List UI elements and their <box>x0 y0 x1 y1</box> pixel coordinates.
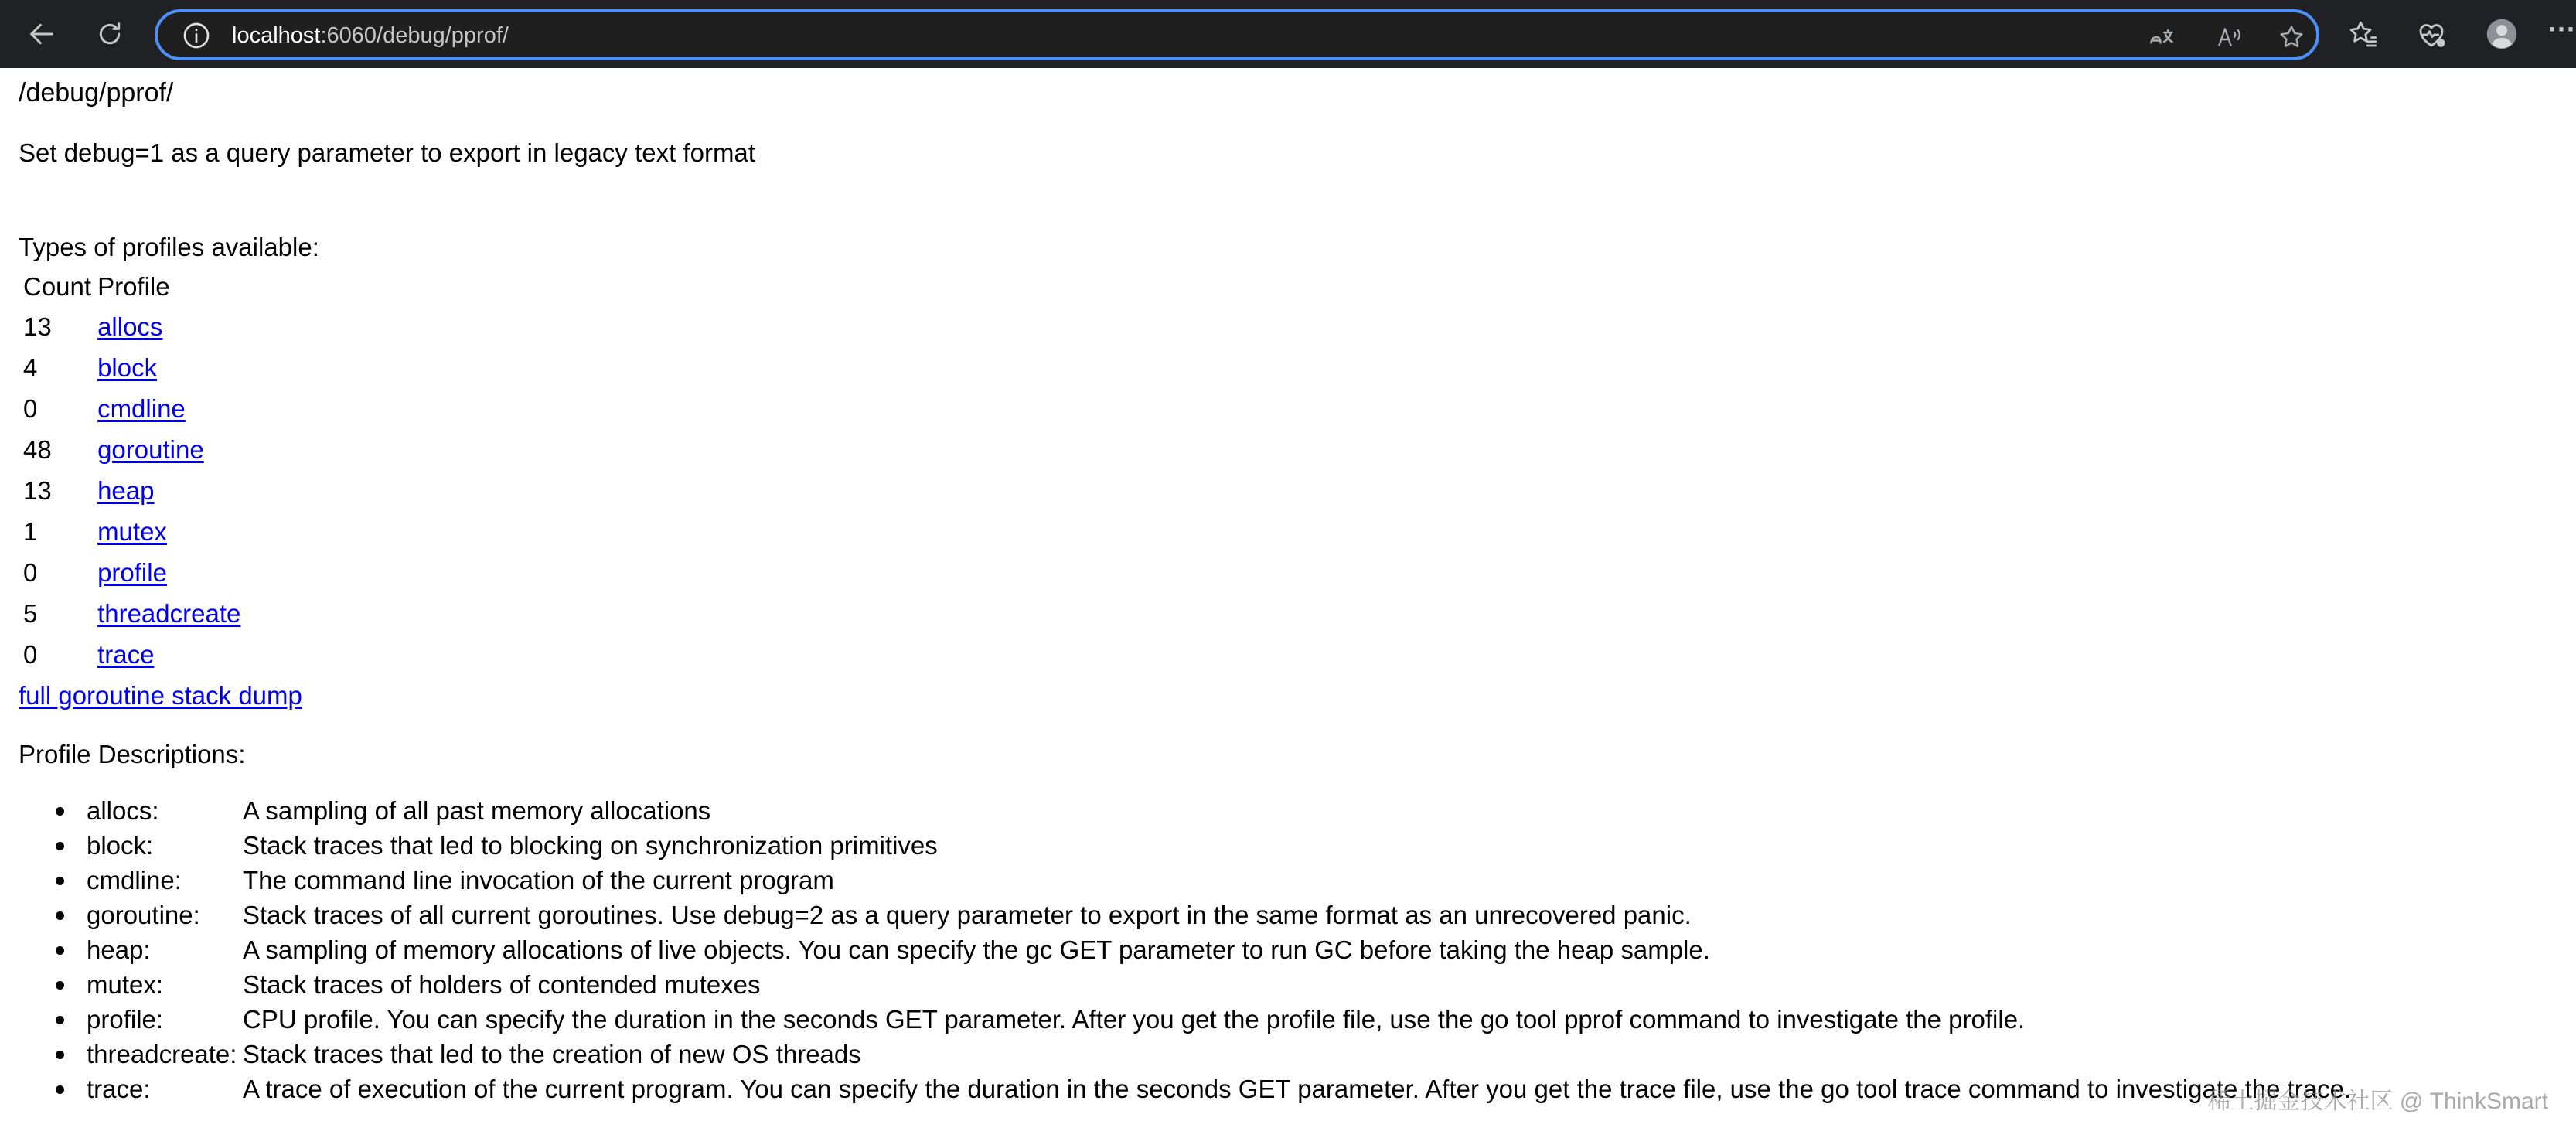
profile-link-cmdline[interactable]: cmdline <box>97 394 186 423</box>
back-arrow-icon <box>26 19 57 49</box>
back-button[interactable] <box>19 11 65 57</box>
profile-count: 13 <box>23 312 52 341</box>
types-heading: Types of profiles available: <box>19 233 319 261</box>
page-viewport <box>6 68 2576 1138</box>
bullet-icon <box>56 911 64 920</box>
profile-count: 0 <box>23 394 38 423</box>
bullet-icon <box>56 981 64 990</box>
list-item <box>19 932 2554 967</box>
profile-link-block[interactable]: block <box>97 353 158 382</box>
descriptions-heading: Profile Descriptions: <box>19 740 246 768</box>
description-text: Stack traces that led to the creation of new OS threads <box>243 1040 861 1068</box>
table-row <box>22 388 242 429</box>
description-name: block: <box>87 831 154 860</box>
more-menu-button[interactable]: ··· <box>2548 13 2576 45</box>
profile-link-allocs[interactable]: allocs <box>97 312 163 341</box>
profile-count: 0 <box>23 557 38 587</box>
favorites-icon <box>2347 19 2380 51</box>
heart-pulse-icon <box>2415 19 2448 51</box>
table-row <box>22 347 242 388</box>
profile-link-heap[interactable]: heap <box>97 475 155 505</box>
profile-link-mutex[interactable]: mutex <box>97 516 167 546</box>
translate-button[interactable] <box>2146 22 2177 53</box>
favorite-button[interactable] <box>2276 22 2307 53</box>
profile-link-goroutine[interactable]: goroutine <box>97 434 204 464</box>
profile-count: 13 <box>23 475 52 505</box>
bullet-icon <box>56 807 64 816</box>
address-bar[interactable] <box>155 9 2319 60</box>
url-host: localhost <box>232 23 321 48</box>
list-item <box>19 1072 2554 1106</box>
description-text: Stack traces of all current goroutines. Use debug=2 as a query parameter to export in the same format as an unrecovered panic. <box>243 901 1692 929</box>
full-goroutine-dump-link[interactable]: full goroutine stack dump <box>19 681 302 710</box>
bullet-icon <box>56 877 64 885</box>
site-info-button[interactable] <box>181 20 212 51</box>
table-row <box>22 306 242 347</box>
description-name: cmdline: <box>87 866 182 894</box>
profile-count: 5 <box>23 598 38 628</box>
table-row <box>22 634 242 675</box>
browser-toolbar <box>0 0 2576 68</box>
profile-link-profile[interactable]: profile <box>97 557 167 587</box>
profile-link-threadcreate[interactable]: threadcreate <box>97 598 241 628</box>
table-header-row <box>22 267 242 306</box>
description-text: A trace of execution of the current program. You can specify the duration in the seconds GET parameter. After you get the trace file, use the go tool trace command to investigate the trace. <box>243 1075 2352 1103</box>
description-name: profile: <box>87 1005 164 1034</box>
description-name: goroutine: <box>87 901 200 929</box>
bullet-icon <box>56 1085 64 1094</box>
descriptions-list <box>19 793 2554 1106</box>
reload-icon <box>94 19 125 49</box>
profile-column-header: Profile <box>97 272 170 301</box>
list-item <box>19 828 2554 863</box>
description-text: A sampling of memory allocations of live objects. You can specify the gc GET parameter to run GC before taking the heap sample. <box>243 935 1710 964</box>
profile-button[interactable] <box>2483 15 2520 53</box>
description-name: threadcreate: <box>87 1040 237 1068</box>
browser-essentials-button[interactable] <box>2414 17 2449 53</box>
profile-count: 1 <box>23 516 38 546</box>
bullet-icon <box>56 842 64 850</box>
bullet-icon <box>56 946 64 955</box>
read-aloud-icon <box>2216 23 2244 51</box>
profiles-table <box>19 267 245 675</box>
list-item <box>19 967 2554 1002</box>
info-icon <box>181 20 212 51</box>
table-row <box>22 511 242 552</box>
description-text: The command line invocation of the current program <box>243 866 834 894</box>
description-text: Stack traces of holders of contended mutexes <box>243 970 761 999</box>
profile-link-trace[interactable]: trace <box>97 639 155 669</box>
profile-count: 48 <box>23 434 52 464</box>
description-name: mutex: <box>87 970 164 999</box>
avatar-icon <box>2486 18 2518 50</box>
translate-icon <box>2148 23 2176 51</box>
watermark: 稀土掘金技术社区 @ ThinkSmart <box>2207 1089 2548 1114</box>
count-column-header: Count <box>23 272 92 301</box>
page-title: /debug/pprof/ <box>19 78 174 107</box>
profile-count: 0 <box>23 639 38 669</box>
list-item <box>19 863 2554 898</box>
table-row <box>22 429 242 470</box>
intro-text: Set debug=1 as a query parameter to export in legacy text format <box>19 138 755 167</box>
url-path: :6060/debug/pprof/ <box>320 23 509 48</box>
read-aloud-button[interactable] <box>2214 22 2245 53</box>
table-row <box>22 552 242 593</box>
star-icon <box>2278 23 2305 51</box>
profile-count: 4 <box>23 353 38 382</box>
description-text: CPU profile. You can specify the duration in the seconds GET parameter. After you get the profile file, use the go tool pprof command to investigate the profile. <box>243 1005 2026 1034</box>
url-text[interactable] <box>232 23 509 48</box>
bullet-icon <box>56 1016 64 1024</box>
description-name: heap: <box>87 935 151 964</box>
description-name: trace: <box>87 1075 151 1103</box>
reload-button[interactable] <box>87 11 133 57</box>
list-item <box>19 1037 2554 1072</box>
description-name: allocs: <box>87 796 159 825</box>
table-row <box>22 470 242 511</box>
bullet-icon <box>56 1051 64 1059</box>
list-item <box>19 1002 2554 1037</box>
description-text: A sampling of all past memory allocations <box>243 796 711 825</box>
favorites-button[interactable] <box>2346 17 2381 53</box>
description-text: Stack traces that led to blocking on synchronization primitives <box>243 831 938 860</box>
table-row <box>22 593 242 634</box>
list-item <box>19 898 2554 932</box>
list-item <box>19 793 2554 828</box>
